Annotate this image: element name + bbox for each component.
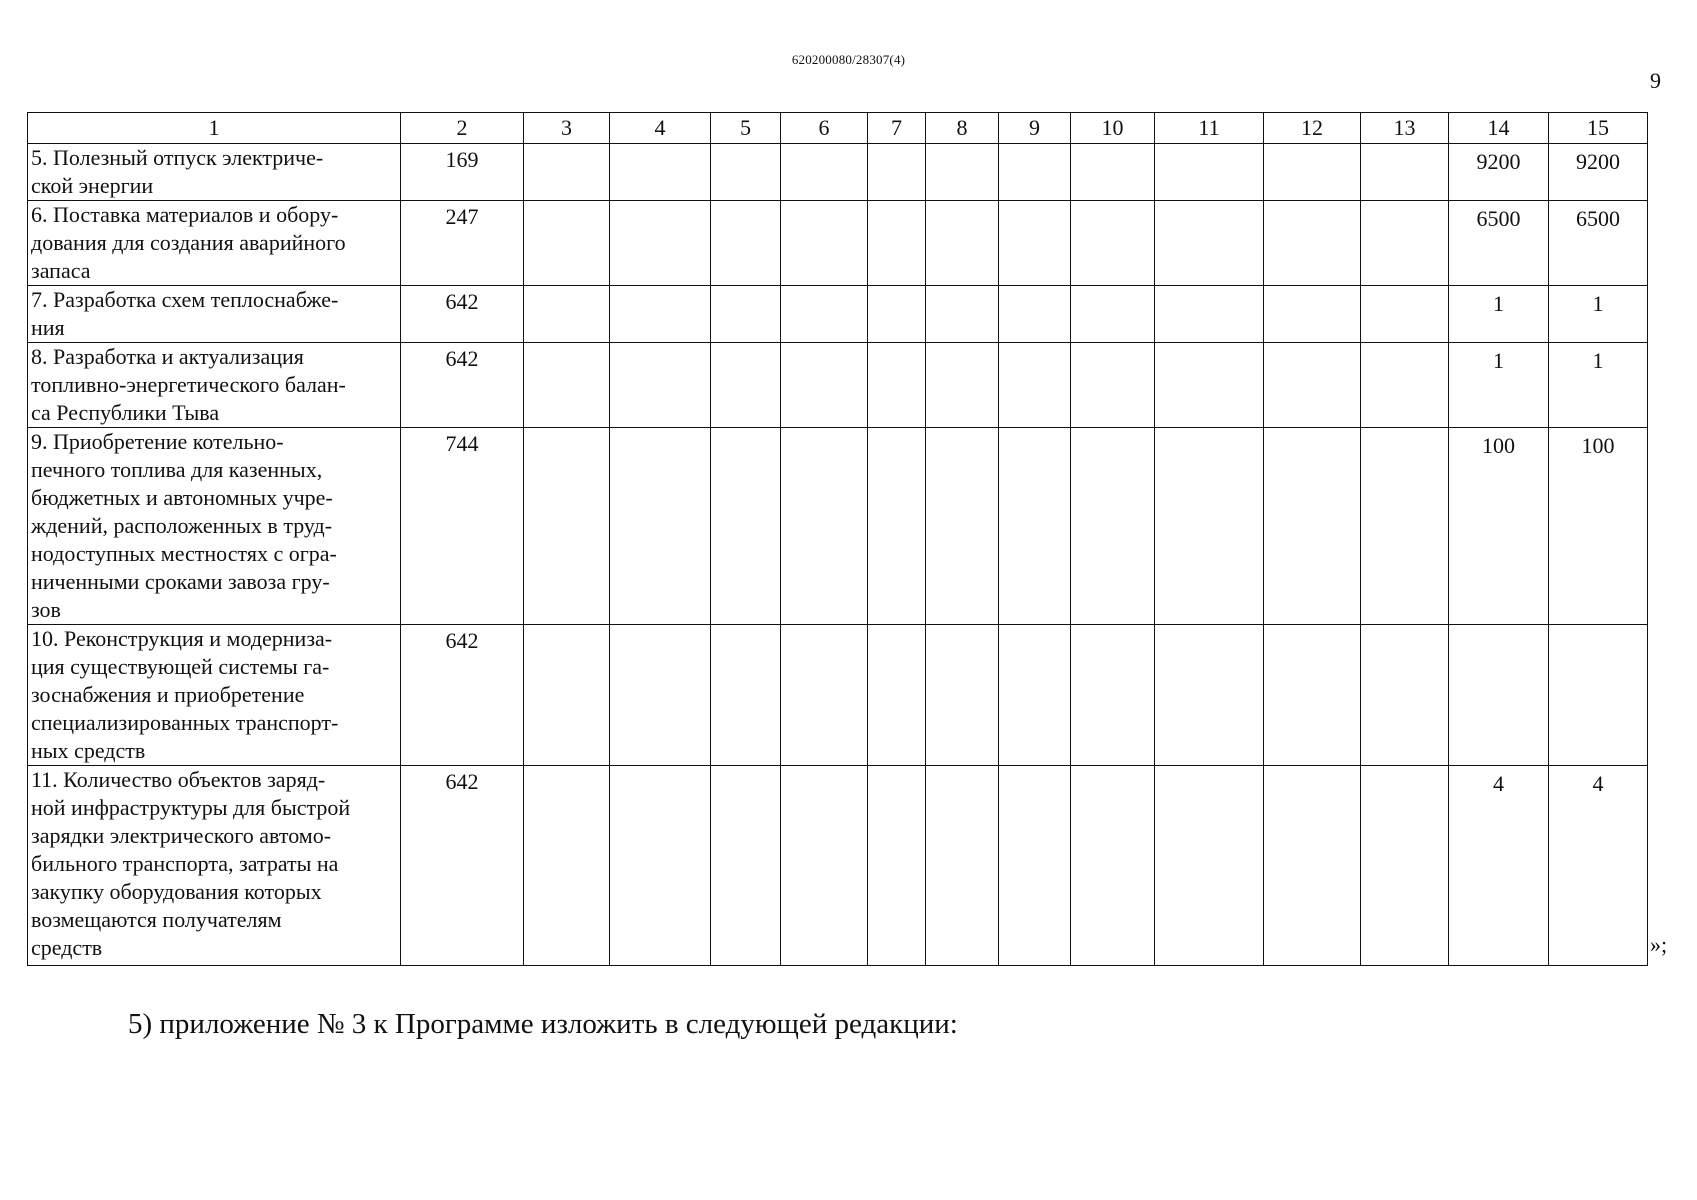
- empty-cell: [868, 766, 926, 966]
- table-row: [28, 428, 1648, 625]
- empty-cell: [1071, 625, 1155, 766]
- empty-cell: [781, 766, 868, 966]
- empty-cell: [524, 625, 610, 766]
- empty-cell: [1155, 144, 1264, 201]
- indicator-name-line: бильного транспорта, затраты на: [31, 851, 339, 876]
- indicators-table-container: [27, 112, 1648, 966]
- table-row: [28, 343, 1648, 428]
- empty-cell: [1155, 286, 1264, 343]
- column-header: 7: [868, 113, 926, 144]
- empty-cell: [524, 144, 610, 201]
- empty-cell: [711, 343, 781, 428]
- value-cell-col15: 4: [1549, 766, 1648, 966]
- empty-cell: [524, 428, 610, 625]
- empty-cell: [926, 428, 999, 625]
- indicator-name-line: зов: [31, 597, 61, 622]
- column-header: 4: [610, 113, 711, 144]
- indicator-name-line: 7. Разработка схем теплоснабже-: [31, 287, 339, 312]
- empty-cell: [999, 766, 1071, 966]
- indicator-name-line: возмещаются получателям: [31, 907, 282, 932]
- indicator-name-line: топливно-энергетического балан-: [31, 372, 346, 397]
- empty-cell: [1264, 144, 1361, 201]
- empty-cell: [1361, 201, 1449, 286]
- column-header: 5: [711, 113, 781, 144]
- empty-cell: [926, 201, 999, 286]
- empty-cell: [1264, 428, 1361, 625]
- empty-cell: [1361, 286, 1449, 343]
- column-header: 15: [1549, 113, 1648, 144]
- empty-cell: [610, 144, 711, 201]
- empty-cell: [1361, 625, 1449, 766]
- empty-cell: [999, 625, 1071, 766]
- code-cell: 642: [401, 766, 524, 966]
- empty-cell: [1264, 286, 1361, 343]
- empty-cell: [868, 201, 926, 286]
- document-code: 620200080/28307(4): [791, 52, 906, 67]
- closing-quote: »;: [1650, 932, 1668, 957]
- indicator-name-line: ных средств: [31, 738, 146, 763]
- value-cell-col14: [1449, 625, 1549, 766]
- indicator-name-line: специализированных транспорт-: [31, 710, 339, 735]
- empty-cell: [1264, 201, 1361, 286]
- empty-cell: [524, 343, 610, 428]
- empty-cell: [1361, 766, 1449, 966]
- indicator-name-line: бюджетных и автономных учре-: [31, 485, 333, 510]
- empty-cell: [1071, 144, 1155, 201]
- indicator-name-line: ция существующей системы га-: [31, 654, 330, 679]
- value-cell-col14: 4: [1449, 766, 1549, 966]
- empty-cell: [868, 286, 926, 343]
- empty-cell: [1155, 766, 1264, 966]
- column-header: 6: [781, 113, 868, 144]
- indicator-name-line: средств: [31, 935, 103, 960]
- indicator-name-cell: [28, 428, 401, 625]
- empty-cell: [868, 144, 926, 201]
- indicator-name-line: зарядки электрического автомо-: [31, 823, 332, 848]
- table-row: [28, 766, 1648, 966]
- empty-cell: [1361, 343, 1449, 428]
- code-cell: 247: [401, 201, 524, 286]
- table-row: [28, 144, 1648, 201]
- value-cell-col15: 6500: [1549, 201, 1648, 286]
- indicator-name-line: ной инфраструктуры для быстрой: [31, 795, 351, 820]
- empty-cell: [781, 286, 868, 343]
- indicator-name-line: 10. Реконструкция и модерниза-: [31, 626, 333, 651]
- indicator-name-line: 9. Приобретение котельно-: [31, 429, 284, 454]
- value-cell-col14: 1: [1449, 343, 1549, 428]
- empty-cell: [711, 286, 781, 343]
- empty-cell: [868, 625, 926, 766]
- indicator-name-line: ния: [31, 315, 65, 340]
- instruction-paragraph: 5) приложение № 3 к Программе изложить в следующей редакции:: [128, 1008, 958, 1040]
- column-header: 9: [999, 113, 1071, 144]
- value-cell-col15: 1: [1549, 343, 1648, 428]
- indicator-name-line: зоснабжения и приобретение: [31, 682, 305, 707]
- indicator-name-line: 5. Полезный отпуск электриче-: [31, 145, 324, 170]
- indicator-name-cell: [28, 201, 401, 286]
- value-cell-col15: [1549, 625, 1648, 766]
- empty-cell: [711, 428, 781, 625]
- value-cell-col15: 1: [1549, 286, 1648, 343]
- indicator-name-line: ской энергии: [31, 173, 154, 198]
- column-number-row: [28, 113, 1648, 144]
- column-header: 14: [1449, 113, 1549, 144]
- page-number: 9: [1650, 68, 1661, 93]
- empty-cell: [1155, 201, 1264, 286]
- indicator-name-line: дования для создания аварийного: [31, 230, 346, 255]
- indicator-name-line: закупку оборудования которых: [31, 879, 322, 904]
- empty-cell: [1071, 286, 1155, 343]
- indicator-name-cell: [28, 144, 401, 201]
- empty-cell: [926, 343, 999, 428]
- empty-cell: [1264, 766, 1361, 966]
- indicator-name-line: 8. Разработка и актуализация: [31, 344, 304, 369]
- empty-cell: [999, 286, 1071, 343]
- empty-cell: [1071, 343, 1155, 428]
- indicator-name-line: 11. Количество объектов заряд-: [31, 767, 326, 792]
- empty-cell: [524, 201, 610, 286]
- indicator-name-cell: [28, 343, 401, 428]
- empty-cell: [999, 201, 1071, 286]
- empty-cell: [711, 201, 781, 286]
- value-cell-col14: 6500: [1449, 201, 1549, 286]
- empty-cell: [999, 343, 1071, 428]
- empty-cell: [610, 343, 711, 428]
- empty-cell: [1361, 428, 1449, 625]
- empty-cell: [711, 766, 781, 966]
- empty-cell: [1155, 343, 1264, 428]
- empty-cell: [610, 201, 711, 286]
- code-cell: 642: [401, 286, 524, 343]
- code-cell: 642: [401, 343, 524, 428]
- empty-cell: [610, 428, 711, 625]
- empty-cell: [524, 766, 610, 966]
- empty-cell: [1361, 144, 1449, 201]
- code-cell: 744: [401, 428, 524, 625]
- code-cell: 642: [401, 625, 524, 766]
- empty-cell: [781, 144, 868, 201]
- empty-cell: [1264, 625, 1361, 766]
- indicators-table: [27, 112, 1648, 966]
- empty-cell: [868, 428, 926, 625]
- indicator-name-line: ждений, расположенных в труд-: [31, 513, 333, 538]
- empty-cell: [524, 286, 610, 343]
- indicator-name-cell: [28, 766, 401, 966]
- empty-cell: [868, 343, 926, 428]
- indicator-name-line: са Республики Тыва: [31, 400, 220, 425]
- value-cell-col14: 1: [1449, 286, 1549, 343]
- table-row: [28, 286, 1648, 343]
- table-row: [28, 625, 1648, 766]
- indicator-name-line: печного топлива для казенных,: [31, 457, 323, 482]
- empty-cell: [1071, 766, 1155, 966]
- empty-cell: [781, 428, 868, 625]
- empty-cell: [926, 286, 999, 343]
- empty-cell: [926, 625, 999, 766]
- indicator-name-line: 6. Поставка материалов и обору-: [31, 202, 339, 227]
- table-row: [28, 201, 1648, 286]
- value-cell-col14: 100: [1449, 428, 1549, 625]
- value-cell-col15: 9200: [1549, 144, 1648, 201]
- code-cell: 169: [401, 144, 524, 201]
- empty-cell: [610, 625, 711, 766]
- empty-cell: [926, 766, 999, 966]
- empty-cell: [926, 144, 999, 201]
- value-cell-col15: 100: [1549, 428, 1648, 625]
- column-header: 8: [926, 113, 999, 144]
- column-header: 3: [524, 113, 610, 144]
- column-header: 13: [1361, 113, 1449, 144]
- column-header: 10: [1071, 113, 1155, 144]
- empty-cell: [1071, 201, 1155, 286]
- empty-cell: [999, 144, 1071, 201]
- empty-cell: [711, 144, 781, 201]
- empty-cell: [781, 343, 868, 428]
- indicator-name-cell: [28, 625, 401, 766]
- indicator-name-line: ниченными сроками завоза гру-: [31, 569, 330, 594]
- indicator-name-line: нодоступных местностях с огра-: [31, 541, 337, 566]
- empty-cell: [999, 428, 1071, 625]
- column-header: 2: [401, 113, 524, 144]
- empty-cell: [1155, 428, 1264, 625]
- empty-cell: [711, 625, 781, 766]
- indicator-name-line: запаса: [31, 258, 91, 283]
- empty-cell: [1155, 625, 1264, 766]
- table-body: [28, 113, 1648, 966]
- empty-cell: [610, 286, 711, 343]
- empty-cell: [1264, 343, 1361, 428]
- column-header: 1: [28, 113, 401, 144]
- indicator-name-cell: [28, 286, 401, 343]
- empty-cell: [781, 201, 868, 286]
- empty-cell: [781, 625, 868, 766]
- value-cell-col14: 9200: [1449, 144, 1549, 201]
- column-header: 12: [1264, 113, 1361, 144]
- column-header: 11: [1155, 113, 1264, 144]
- empty-cell: [1071, 428, 1155, 625]
- empty-cell: [610, 766, 711, 966]
